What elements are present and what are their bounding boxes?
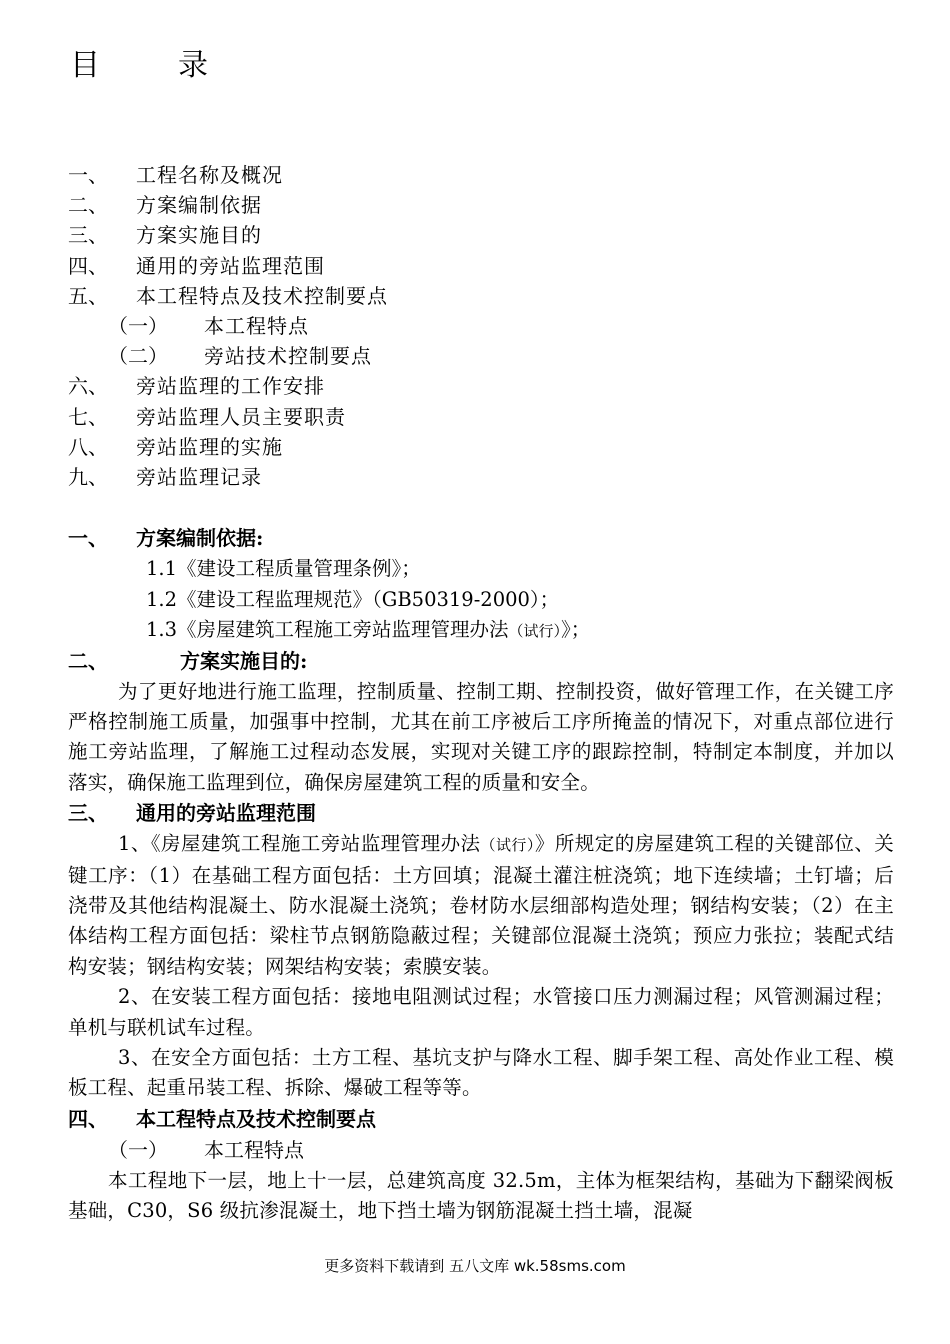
toc-item-number: 九、 (68, 464, 108, 489)
paragraph (68, 829, 894, 982)
toc-item-label: 旁站监理的实施 (136, 434, 283, 459)
section-title: 通用的旁站监理范围 (136, 801, 316, 826)
toc-item (68, 371, 888, 401)
toc-item (68, 341, 888, 371)
paragraph: 2、在安装工程方面包括：接地电阻测试过程；水管接口压力测漏过程；风管测漏过程；单机与联机试车过程。 (68, 985, 894, 1039)
section-title: 方案实施目的: (180, 648, 308, 673)
toc-item-label: 旁站监理记录 (136, 464, 262, 489)
reference-item (68, 615, 894, 646)
toc-item-number: 四、 (68, 253, 108, 278)
section-number: 一、 (68, 526, 108, 550)
toc-item (68, 432, 888, 462)
section-number: 三、 (68, 801, 108, 826)
toc-item (68, 190, 888, 220)
paragraph-note: （试行） (480, 836, 535, 855)
paragraph-text: 》所规定的房屋建筑工程的关键部位、关键工序：（1）在基础工程方面包括：土方回填；混凝土灌注桩浇筑；地下连续墙；土钉墙；后浇带及其他结构混凝土、防水混凝土浇筑；卷材防水层细部构造处理；钢结构安装；（2）在主体结构工程方面包括：梁柱节点钢筋隐蔽过程；关键部位混凝土浇筑；预应力张拉；装配式结构安装；钢结构安装；网架结构安装；索膜安装。 (68, 832, 894, 978)
toc-item-number: 六、 (68, 374, 108, 399)
reference-note: （试行） (508, 622, 562, 640)
toc-item-label: 旁站监理人员主要职责 (136, 404, 346, 429)
toc-item (68, 160, 888, 190)
toc-item-number: （二） (108, 344, 168, 369)
toc-item (68, 251, 888, 281)
toc-item-number: 三、 (68, 223, 108, 248)
toc-item-label: 工程名称及概况 (136, 163, 283, 187)
toc-item-label: 旁站技术控制要点 (204, 344, 372, 369)
toc-item (68, 220, 888, 250)
section-number: 二、 (68, 648, 108, 673)
toc-item-number: （一） (108, 313, 168, 338)
toc-item (68, 311, 888, 341)
paragraph: 3、在安全方面包括：土方工程、基坑支护与降水工程、脚手架工程、高处作业工程、模板工程、起重吊装工程、拆除、爆破工程等等。 (68, 1045, 894, 1100)
toc-item-label: 通用的旁站监理范围 (136, 253, 325, 278)
toc-item-number: 七、 (68, 404, 108, 429)
toc-item-number: 一、 (68, 163, 108, 187)
page-title: 目 录 (70, 48, 232, 83)
section-heading-3 (68, 798, 894, 829)
document-body (68, 523, 894, 1227)
subsection-title: 本工程特点 (204, 1137, 304, 1162)
toc-item-label: 方案编制依据 (136, 193, 262, 218)
toc-item (68, 402, 888, 432)
toc-item-number: 五、 (68, 283, 108, 308)
toc-item-label: 旁站监理的工作安排 (136, 374, 325, 399)
toc-item-label: 本工程特点及技术控制要点 (136, 283, 388, 308)
section-title: 方案编制依据: (136, 526, 264, 550)
toc-item (68, 462, 888, 492)
section-number: 四、 (68, 1106, 108, 1131)
section-heading-2 (68, 646, 894, 677)
section-heading-4 (68, 1104, 894, 1135)
reference-text: 1.3《房屋建筑工程施工旁站监理管理办法 (146, 618, 509, 641)
section-heading-1 (68, 523, 894, 554)
table-of-contents (68, 160, 888, 492)
reference-text: 》； (561, 618, 591, 641)
paragraph-text: 1、《房屋建筑工程施工旁站监理管理办法 (118, 832, 481, 856)
paragraph: 为了更好地进行施工监理，控制质量、控制工期、控制投资，做好管理工作，在关键工序严格控制施工质量，加强事中控制，尤其在前工序被后工序所掩盖的情况下，对重点部位进行施工旁站监理，了解施工过程动态发展，实现对关键工序的跟踪控制，特制定本制度，并加以落实，确保施工监理到位，确保房屋建筑工程的质量和安全。 (68, 679, 894, 794)
reference-item: 1.2《建设工程监理规范》（GB50319-2000）； (146, 587, 560, 611)
footer-note: 更多资料下载请到 五八文库 wk.58sms.com (324, 1257, 626, 1275)
toc-item-label: 方案实施目的 (136, 223, 262, 248)
section-title: 本工程特点及技术控制要点 (136, 1106, 376, 1131)
toc-item (68, 281, 888, 311)
subsection-number: （一） (108, 1137, 168, 1162)
paragraph: 本工程地下一层，地上十一层，总建筑高度 32.5m，主体为框架结构，基础为下翻梁阀板基础，C30，S6 级抗渗混凝土，地下挡土墙为钢筋混凝土挡土墙，混凝 (68, 1168, 894, 1223)
toc-item-number: 八、 (68, 434, 108, 459)
reference-item: 1.1《建设工程质量管理条例》； (146, 557, 421, 580)
toc-item-label: 本工程特点 (204, 313, 309, 338)
subsection-heading (68, 1135, 894, 1166)
toc-item-number: 二、 (68, 193, 108, 218)
